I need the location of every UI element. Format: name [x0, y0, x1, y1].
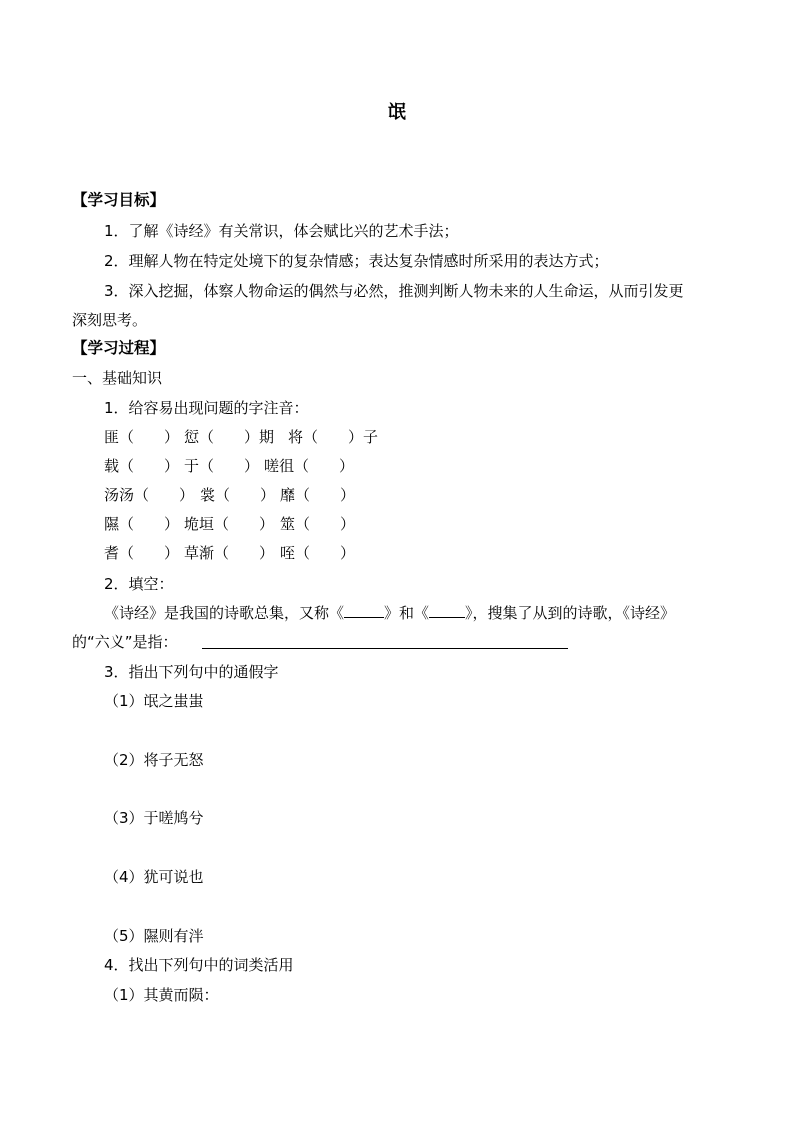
pinyin-blank: 咥（ ） — [280, 544, 356, 562]
document-title: 氓 — [388, 102, 406, 123]
q3-item-3: （3）于嗟鸠兮 — [104, 809, 204, 827]
pinyin-blank: 匪（ ） — [104, 428, 180, 446]
q2-fill-line-1 — [104, 603, 675, 623]
pinyin-blank: 筮（ ） — [280, 515, 356, 533]
pinyin-blank: 耆（ ） — [104, 544, 180, 562]
q3-item-2: （2）将子无怒 — [104, 751, 204, 769]
pinyin-blank: 草渐（ ） — [184, 544, 275, 562]
q2-text-c: 》，搜集了从到的诗歌，《诗经》 — [465, 604, 676, 622]
answer-underline[interactable] — [202, 648, 568, 649]
q2-text-b: 》和《 — [384, 604, 430, 622]
goal-item-3-continued: 深刻思考。 — [72, 311, 148, 329]
q4-item-1: （1）其黄而陨： — [104, 986, 219, 1004]
basic-knowledge-heading: 一、基础知识 — [72, 369, 163, 387]
q2-label: 2．填空： — [104, 575, 174, 593]
pinyin-blank: 汤汤（ ） — [104, 486, 195, 504]
goal-item-2: 2．理解人物在特定处境下的复杂情感；表达复杂情感时所采用的表达方式； — [104, 252, 609, 270]
answer-blank[interactable] — [344, 603, 384, 618]
pinyin-blank: 垝垣（ ） — [184, 515, 275, 533]
q2-fill-line-2: 的“六义”是指： — [72, 633, 178, 651]
learning-goals-heading: 【学习目标】 — [72, 191, 166, 209]
q3-item-1: （1）氓之蚩蚩 — [104, 692, 204, 710]
pinyin-blank: 靡（ ） — [280, 486, 356, 504]
pinyin-blank: 载（ ） — [104, 457, 180, 475]
q1-label: 1．给容易出现问题的字注音： — [104, 399, 309, 417]
learning-process-heading: 【学习过程】 — [72, 339, 166, 357]
q3-item-4: （4）犹可说也 — [104, 868, 204, 886]
goal-item-1: 1．了解《诗经》有关常识，体会赋比兴的艺术手法； — [104, 222, 459, 240]
pinyin-blank: 隰（ ） — [104, 515, 180, 533]
q4-label: 4．找出下列句中的词类活用 — [104, 956, 294, 974]
pinyin-blank: 愆（ ）期 — [184, 428, 275, 446]
pinyin-blank: 将（ ）子 — [288, 428, 379, 446]
q3-label: 3．指出下列句中的通假字 — [104, 663, 279, 681]
pinyin-blank: 嗟徂（ ） — [264, 457, 355, 475]
goal-item-3: 3．深入挖掘，体察人物命运的偶然与必然，推测判断人物未来的人生命运，从而引发更 — [104, 282, 684, 300]
pinyin-blank: 裳（ ） — [200, 486, 276, 504]
pinyin-blank: 于（ ） — [184, 457, 260, 475]
q3-item-5: （5）隰则有泮 — [104, 927, 204, 945]
q2-text-a: 《诗经》是我国的诗歌总集，又称《 — [104, 604, 345, 622]
answer-blank[interactable] — [429, 603, 465, 618]
